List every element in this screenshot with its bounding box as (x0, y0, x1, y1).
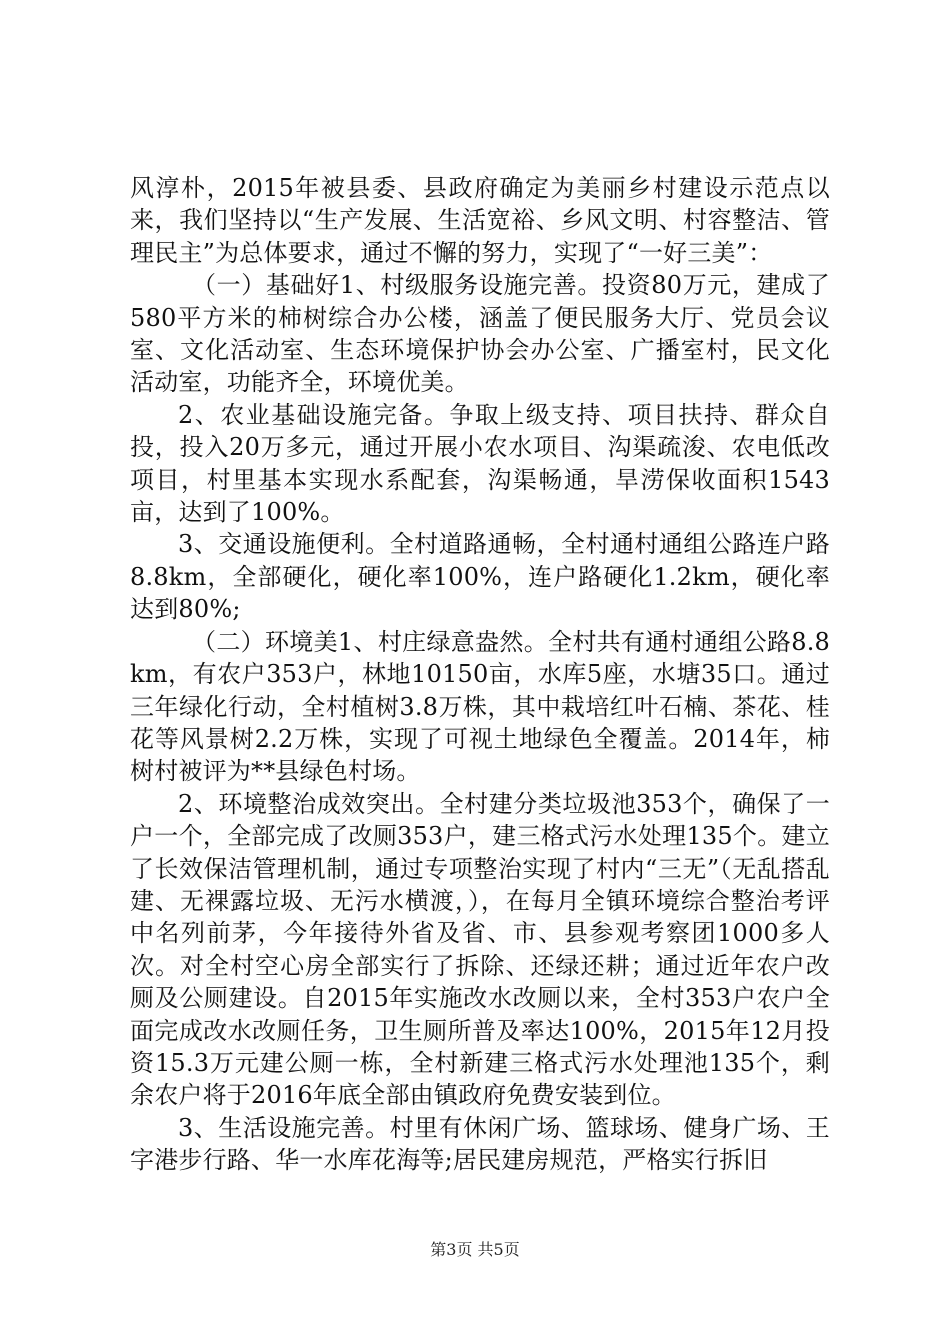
page-total: 共5页 (477, 1240, 520, 1259)
paragraph-infrastructure-services: （一）基础好1、村级服务设施完善。投资80万元，建成了580平方米的柿树综合办公楼，涵盖了便民服务大厅、党员会议室、文化活动室、生态环境保护协会办公室、广播室村，民文化活动室，功能齐全，环境优美。 (130, 271, 830, 397)
paragraph-living-facilities: 3、生活设施完善。村里有休闲广场、篮球场、健身广场、王字港步行路、华一水库花海等;居民建房规范，严格实行拆旧 (130, 1113, 830, 1175)
paragraph-agriculture-facilities: 2、农业基础设施完备。争取上级支持、项目扶持、群众自投，投入20万多元，通过开展小农水项目、沟渠疏浚、农电低改项目，村里基本实现水系配套，沟渠畅通，旱涝保收面积1543亩，达到了100%。 (130, 400, 830, 527)
paragraph-transport-facilities: 3、交通设施便利。全村道路通畅，全村通村通组公路连户路8.8km，全部硬化，硬化率100%，连户路硬化1.2km，硬化率达到80%; (130, 530, 830, 624)
document-body (130, 172, 830, 1177)
page-number: 第3页 (430, 1240, 473, 1259)
paragraph-village-greening: （二）环境美1、村庄绿意盎然。全村共有通村通组公路8.8km，有农户353户，林地10150亩，水库5座，水塘35口。通过三年绿化行动，全村植树3.8万株，其中栽培红叶石楠、茶花、桂花等风景树2.2万株，实现了可视土地绿色全覆盖。2014年，柿树村被评为**县绿色村场。 (130, 627, 830, 786)
page-footer (0, 1240, 950, 1260)
paragraph-intro: 风淳朴，2015年被县委、县政府确定为美丽乡村建设示范点以来，我们坚持以“生产发展、生活宽裕、乡风文明、村容整洁、管理民主”为总体要求，通过不懈的努力，实现了“一好三美”： (130, 174, 830, 267)
paragraph-environment-remediation: 2、环境整治成效突出。全村建分类垃圾池353个，确保了一户一个，全部完成了改厕353户，建三格式污水处理135个。建立了长效保洁管理机制，通过专项整治实现了村内“三无”（无乱搭乱建、无裸露垃圾、无污水横渡，），在每月全镇环境综合整治考评中名列前茅，今年接待外省及省、市、县参观考察团1000多人次。对全村空心房全部实行了拆除、还绿还耕；通过近年农户改厕及公厕建设。自2015年实施改水改厕以来，全村353户农户全面完成改水改厕任务，卫生厕所普及率达100%，2015年12月投资15.3万元建公厕一栋，全村新建三格式污水处理池135个，剩余农户将于2016年底全部由镇政府免费安装到位。 (130, 789, 830, 1110)
